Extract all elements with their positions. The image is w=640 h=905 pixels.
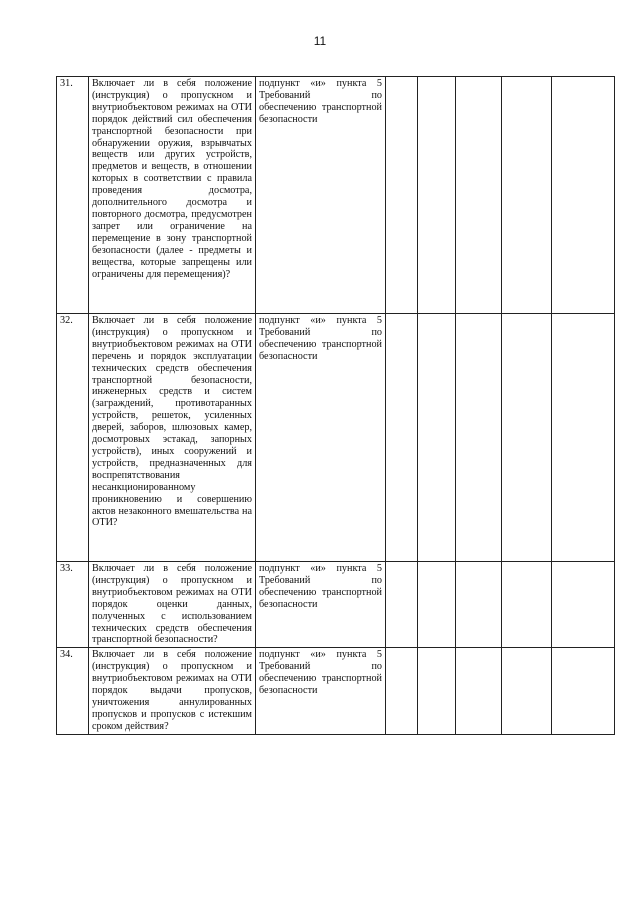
- row-number: 32.: [57, 314, 89, 562]
- answer-cell-yes: [386, 77, 418, 314]
- row-number: 33.: [57, 562, 89, 648]
- answer-cell-na: [456, 562, 502, 648]
- requirement-cell: подпункт «и» пункта 5 Требований по обеспечению транспортной безопасности: [256, 77, 386, 314]
- requirement-cell: подпункт «и» пункта 5 Требований по обеспечению транспортной безопасности: [256, 562, 386, 648]
- answer-cell-no: [418, 562, 456, 648]
- notes-cell: [552, 648, 615, 735]
- answer-cell-yes: [386, 314, 418, 562]
- notes-cell: [552, 77, 615, 314]
- answer-cell-na: [456, 314, 502, 562]
- requirement-cell: подпункт «и» пункта 5 Требований по обеспечению транспортной безопасности: [256, 314, 386, 562]
- answer-cell-extra: [502, 562, 552, 648]
- answer-cell-no: [418, 314, 456, 562]
- answer-cell-extra: [502, 77, 552, 314]
- answer-cell-na: [456, 648, 502, 735]
- answer-cell-yes: [386, 648, 418, 735]
- table-row: [57, 314, 615, 562]
- question-cell: Включает ли в себя положение (инструкция) о пропускном и внутриобъектовом режимах на ОТИ порядок выдачи пропусков, уничтожения аннулированных пропусков и пропусков с истекшим сроком действия?: [89, 648, 256, 735]
- checklist-table: [56, 76, 615, 735]
- requirement-cell: подпункт «и» пункта 5 Требований по обеспечению транспортной безопасности: [256, 648, 386, 735]
- page-number: 11: [313, 34, 327, 48]
- question-cell: Включает ли в себя положение (инструкция) о пропускном и внутриобъектовом режимах на ОТИ порядок действий сил обеспечения транспортной безопасности при обнаружении оружия, взрывчатых веществ или других устройств, предметов и веществ, в отношении которых в соответствии с правила проведения досмотра, дополнительного досмотра и повторного досмотра, предусмотрен запрет или ограничение на перемещение в зону транспортной безопасности (далее - предметы и вещества, которые запрещены или ограничены для перемещения)?: [89, 77, 256, 314]
- row-number: 31.: [57, 77, 89, 314]
- notes-cell: [552, 314, 615, 562]
- answer-cell-yes: [386, 562, 418, 648]
- question-cell: Включает ли в себя положение (инструкция) о пропускном и внутриобъектовом режимах на ОТИ порядок оценки данных, полученных с использованием технических средств обеспечения транспортной безопасности?: [89, 562, 256, 648]
- row-number: 34.: [57, 648, 89, 735]
- table-row: [57, 648, 615, 735]
- table-row: [57, 77, 615, 314]
- answer-cell-extra: [502, 648, 552, 735]
- table-row: [57, 562, 615, 648]
- answer-cell-na: [456, 77, 502, 314]
- notes-cell: [552, 562, 615, 648]
- answer-cell-no: [418, 648, 456, 735]
- question-cell: Включает ли в себя положение (инструкция) о пропускном и внутриобъектовом режимах на ОТИ перечень и порядок эксплуатации технических средств обеспечения транспортной безопасности, инженерных средств и систем (заграждений, противотаранных устройств, решеток, усиленных дверей, заборов, шлюзовых камер, досмотровых эстакад, запорных устройств), иных сооружений и устройств, предназначенных для воспрепятствования несанкционированному проникновению и совершению актов незаконного вмешательства на ОТИ?: [89, 314, 256, 562]
- answer-cell-no: [418, 77, 456, 314]
- answer-cell-extra: [502, 314, 552, 562]
